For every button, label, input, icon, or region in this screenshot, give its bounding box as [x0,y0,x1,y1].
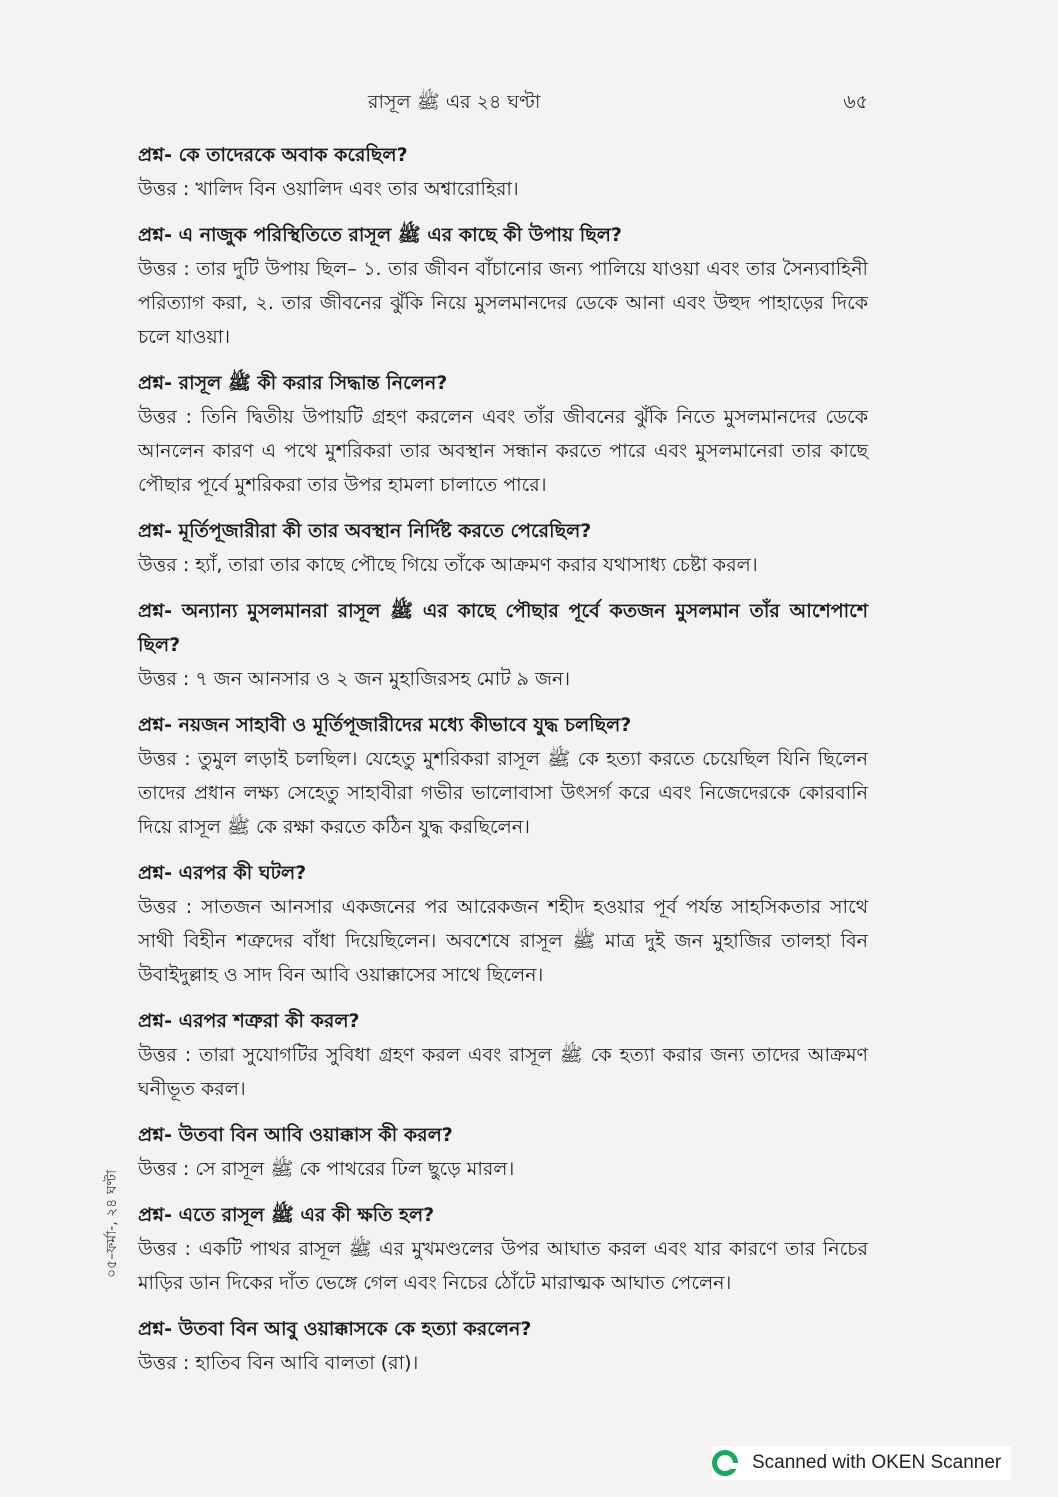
answer: উত্তর : তুমুল লড়াই চলছিল। যেহেতু মুশরিকরা রাসূল ﷺ কে হত্যা করতে চেয়েছিল যিনি ছিলেন তাদের প্রধান লক্ষ্য সেহেতু সাহাবীরা গভীর ভালোবাসা উৎসর্গ করে এবং নিজেদেরকে কোরবানি দিয়ে রাসূল ﷺ কে রক্ষা করতে কঠিন যুদ্ধ করছিলেন। [138,748,869,838]
side-note: ০৫–ফর্মা-, ২৪ ঘণ্টা [104,1169,120,1278]
question: প্রশ্ন- মূর্তিপূজারীরা কী তার অবস্থান নির্দিষ্ট করতে পেরেছিল? [138,520,592,542]
qa-item [138,366,868,502]
answer: উত্তর : সাতজন আনসার একজনের পর আরেকজন শহীদ হওয়ার পূর্ব পর্যন্ত সাহসিকতার সাথে সাথী বিহীন শত্রুদের বাঁধা দিয়েছিলেন। অবশেষে রাসূল ﷺ মাত্র দুই জন মুহাজির তালহা বিন উবাইদুল্লাহ ও সাদ বিন আবি ওয়াক্কাসের সাথে ছিলেন। [138,896,868,986]
qa-item [138,1118,868,1186]
answer: উত্তর : সে রাসূল ﷺ কে পাথরের ঢিল ছুড়ে মারল। [138,1158,515,1180]
question: প্রশ্ন- কে তাদেরকে অবাক করেছিল? [138,144,408,166]
qa-item [138,138,868,206]
scanner-watermark [712,1446,1011,1480]
running-head: রাসূল ﷺ এর ২৪ ঘণ্টা [368,91,541,113]
page-header [138,88,868,122]
answer: উত্তর : খালিদ বিন ওয়ালিদ এবং তার অশ্বারোহিরা। [138,178,519,200]
answer: উত্তর : হ্যাঁ, তারা তার কাছে পৌছে গিয়ে তাঁকে আক্রমণ করার যথাসাধ্য চেষ্টা করল। [138,554,758,576]
question: প্রশ্ন- উতবা বিন আবি ওয়াক্কাস কী করল? [138,1124,453,1146]
answer: উত্তর : হাতিব বিন আবি বালতা (রা)। [138,1352,419,1374]
answer: উত্তর : একটি পাথর রাসূল ﷺ এর মুখমণ্ডলের উপর আঘাত করল এবং যার কারণে তার নিচের মাড়ির ডান দিকের দাঁত ভেঙ্গে গেল এবং নিচের ঠোঁটে মারাত্মক আঘাত পেলেন। [138,1238,868,1294]
question: প্রশ্ন- রাসূল ﷺ কী করার সিদ্ধান্ত নিলেন? [138,372,448,394]
answer: উত্তর : তারা সুযোগটির সুবিধা গ্রহণ করল এবং রাসূল ﷺ কে হত্যা করার জন্য তাদের আক্রমণ ঘনীভূত করল। [138,1044,868,1100]
qa-item [138,708,868,844]
answer: উত্তর : তার দুটি উপায় ছিল– ১. তার জীবন বাঁচানোর জন্য পালিয়ে যাওয়া এবং তার সৈন্যবাহিনী পরিত্যাগ করা, ২. তার জীবনের ঝুঁকি নিয়ে মুসলমানদের ডেকে আনা এবং উহুদ পাহাড়ের দিকে চলে যাওয়া। [138,258,868,348]
question: প্রশ্ন- নয়জন সাহাবী ও মূর্তিপূজারীদের মধ্যে কীভাবে যুদ্ধ চলছিল? [138,714,632,736]
qa-item [138,856,868,992]
question: প্রশ্ন- এতে রাসূল ﷺ এর কী ক্ষতি হল? [138,1204,435,1226]
qa-item [138,1198,868,1300]
scanner-text: Scanned with OKEN Scanner [752,1452,1002,1473]
qa-item [138,1312,868,1380]
question: প্রশ্ন- এরপর কী ঘটল? [138,862,307,884]
question: প্রশ্ন- অন্যান্য মুসলমানরা রাসূল ﷺ এর কাছে পৌছার পূর্বে কতজন মুসলমান তাঁর আশেপাশে ছিল? [138,600,868,656]
question: প্রশ্ন- এরপর শত্রুরা কী করল? [138,1010,360,1032]
question: প্রশ্ন- এ নাজুক পরিস্থিতিতে রাসূল ﷺ এর কাছে কী উপায় ছিল? [138,224,622,246]
qa-item [138,1004,868,1106]
qa-item [138,514,868,582]
qa-item [138,594,868,696]
answer: উত্তর : তিনি দ্বিতীয় উপায়টি গ্রহণ করলেন এবং তাঁর জীবনের ঝুঁকি নিতে মুসলমানদের ডেকে আনলেন কারণ এ পথে মুশরিকরা তার অবস্থান সন্ধান করতে পারে এবং মুসলমানেরা তার কাছে পৌছার পূর্বে মুশরিকরা তার উপর হামলা চালাতে পারে। [138,406,868,496]
oken-logo-icon [712,1450,738,1476]
answer: উত্তর : ৭ জন আনসার ও ২ জন মুহাজিরসহ মোট ৯ জন। [138,668,571,690]
question: প্রশ্ন- উতবা বিন আবু ওয়াক্কাসকে কে হত্যা করলেন? [138,1318,532,1340]
page-number: ৬৫ [843,91,868,113]
qa-content [138,138,868,1392]
qa-item [138,218,868,354]
